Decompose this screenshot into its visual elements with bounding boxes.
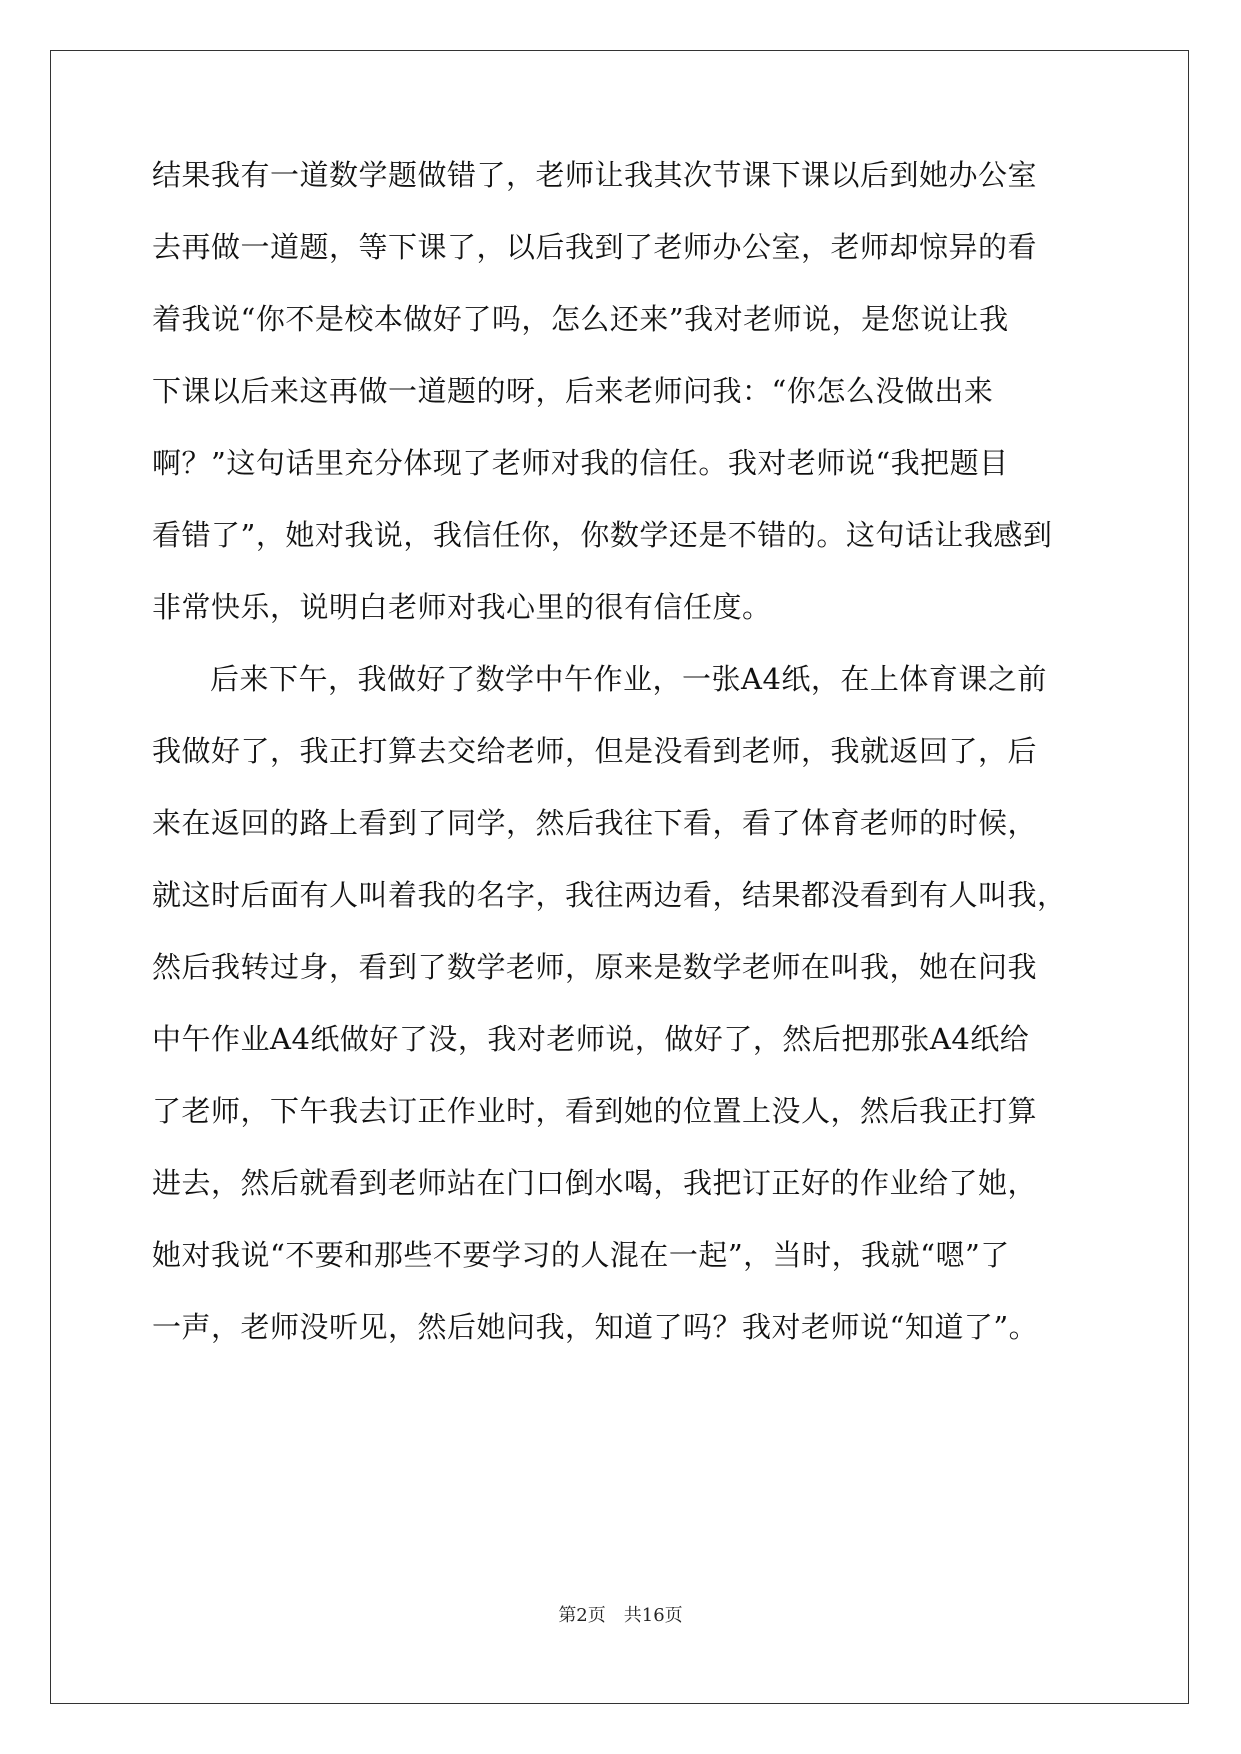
text-line: 她对我说“不要和那些不要学习的人混在一起”，当时，我就“嗯”了	[152, 1238, 1010, 1272]
page-number-footer: 第2页 共16页	[558, 1605, 683, 1626]
text-line: 就这时后面有人叫着我的名字，我往两边看，结果都没看到有人叫我，	[152, 878, 1067, 912]
text-line: 非常快乐，说明白老师对我心里的很有信任度。	[152, 590, 772, 624]
text-line: 来在返回的路上看到了同学，然后我往下看，看了体育老师的时候，	[152, 806, 1038, 840]
text-line: 啊？”这句话里充分体现了老师对我的信任。我对老师说“我把题目	[152, 446, 1009, 480]
text-line: 去再做一道题，等下课了，以后我到了老师办公室，老师却惊异的看	[152, 230, 1038, 264]
text-line: 结果我有一道数学题做错了，老师让我其次节课下课以后到她办公室	[152, 158, 1038, 192]
text-line: 中午作业A4纸做好了没，我对老师说，做好了，然后把那张A4纸给	[152, 1022, 1030, 1056]
text-line: 下课以后来这再做一道题的呀，后来老师问我：“你怎么没做出来	[152, 374, 994, 408]
text-line: 了老师，下午我去订正作业时，看到她的位置上没人，然后我正打算	[152, 1094, 1038, 1128]
paragraph-start-line: 后来下午，我做好了数学中午作业，一张A4纸，在上体育课之前	[210, 662, 1047, 696]
text-line: 着我说“你不是校本做好了吗，怎么还来”我对老师说，是您说让我	[152, 302, 1009, 336]
text-line: 然后我转过身，看到了数学老师，原来是数学老师在叫我，她在问我	[152, 950, 1038, 984]
text-line: 我做好了，我正打算去交给老师，但是没看到老师，我就返回了，后	[152, 734, 1038, 768]
text-line: 看错了”，她对我说，我信任你，你数学还是不错的。这句话让我感到	[152, 518, 1053, 552]
text-line: 一声，老师没听见，然后她问我，知道了吗？我对老师说“知道了”。	[152, 1310, 1039, 1344]
text-line: 进去，然后就看到老师站在门口倒水喝，我把订正好的作业给了她，	[152, 1166, 1038, 1200]
